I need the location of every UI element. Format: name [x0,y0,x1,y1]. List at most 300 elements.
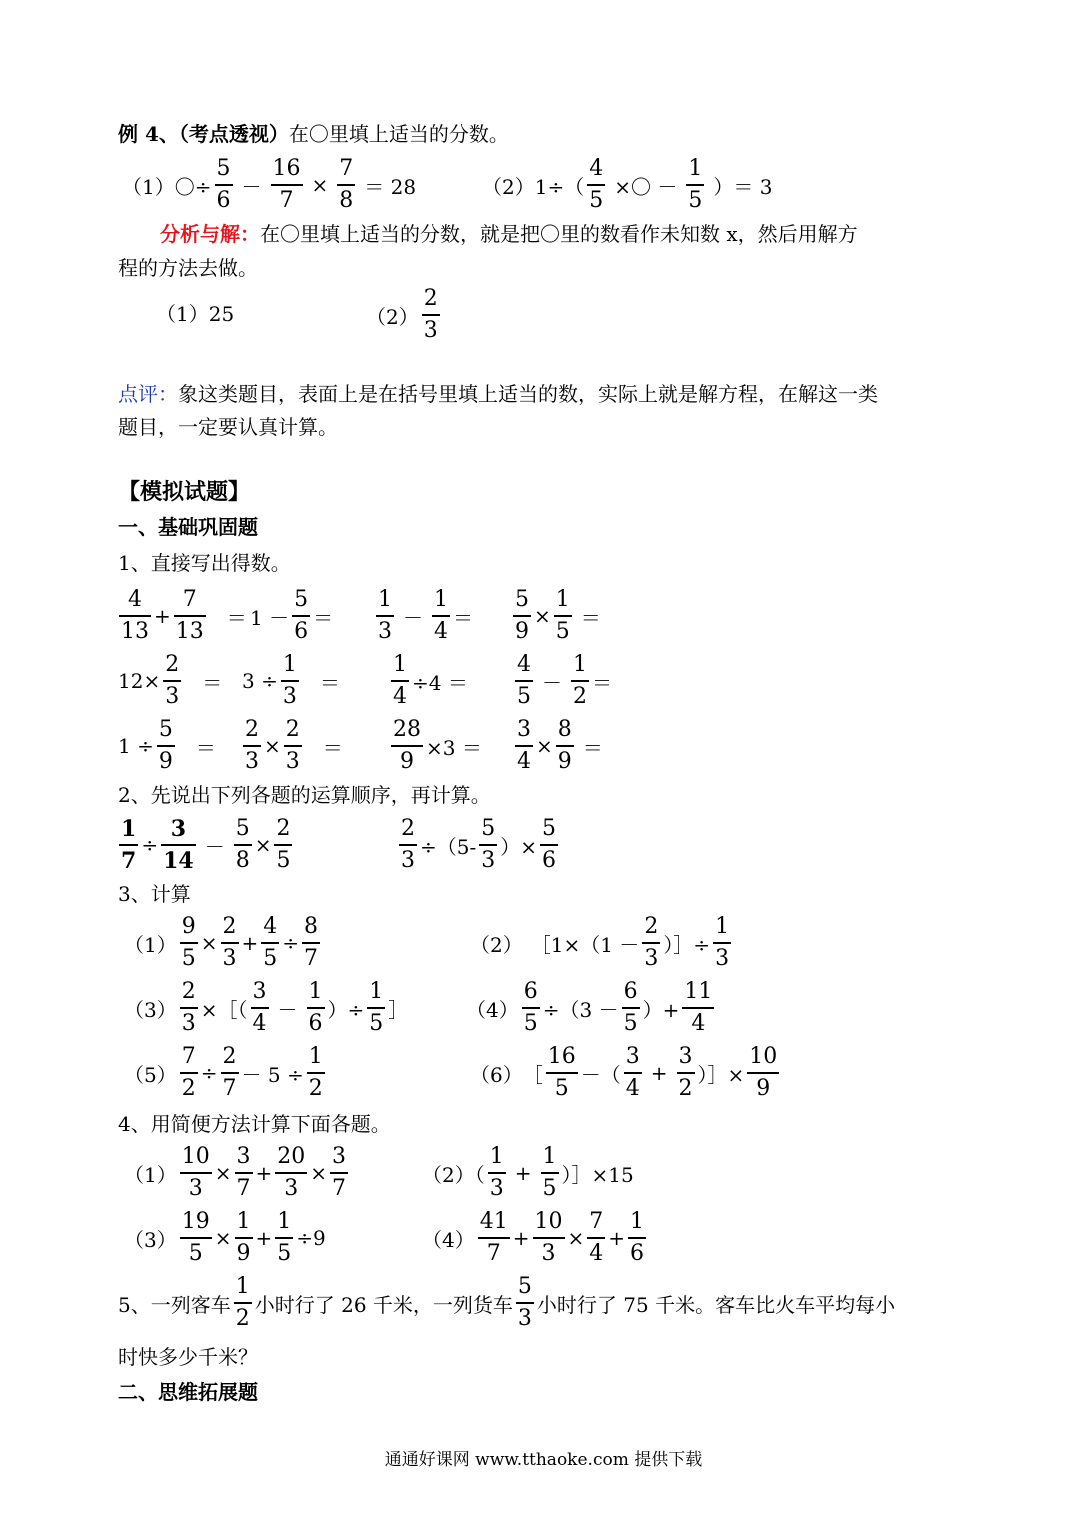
q1-row3-a [118,711,222,781]
operator: × [310,1161,328,1185]
operator: × [254,833,272,857]
operator: ［1×（1 － [530,932,640,957]
operator: ）］÷ [663,932,711,957]
fraction [546,1042,578,1104]
operator: ）］×15 [561,1162,634,1187]
fraction [174,585,206,647]
fraction [513,585,531,647]
operator: ）］× [697,1062,745,1087]
denominator: 13 [121,619,149,644]
example-4-heading [118,120,509,148]
fraction [163,650,181,712]
numerator: 4 [517,652,531,677]
denominator: 7 [279,188,294,213]
denominator: 9 [515,619,529,644]
operator: ÷ [282,931,300,955]
denominator: 5 [369,1011,384,1036]
denominator: 4 [589,1241,604,1266]
fraction [180,912,198,974]
equals: ＝ [322,735,343,760]
denominator: 5 [188,1241,203,1266]
fraction [307,1042,325,1104]
fraction [628,1207,646,1269]
fraction [622,977,640,1039]
numerator: 3 [625,1044,640,1069]
numerator: 2 [276,816,291,841]
operator: + [514,1161,532,1185]
denominator: 5 [554,1076,569,1101]
numerator: 41 [479,1209,508,1234]
operator: + [241,931,259,955]
fraction [307,977,325,1039]
operator: × [311,173,329,197]
problem-label: （1） [124,932,177,957]
fraction [686,154,704,216]
q1-row2-c [388,646,468,716]
q3-item-5 [124,1038,328,1108]
fraction [432,585,450,647]
q1-row2-d [512,646,612,716]
denominator: 9 [557,749,572,774]
question-text: 5、一列客车 [118,1292,231,1317]
q1-row1-c [373,581,473,651]
numerator: 3 [252,979,267,1004]
fraction [554,585,572,647]
operator: ）+ [642,997,680,1022]
fraction [221,912,239,974]
numerator: 2 [181,979,196,1004]
fraction [376,585,394,647]
numerator: 8 [557,717,572,742]
fraction [180,1207,212,1269]
numerator: 2 [245,717,259,742]
denominator: 5 [181,946,196,971]
q3-item-1 [124,908,323,978]
denominator: 9 [400,749,414,774]
numerator: 5 [158,717,173,742]
operator: － [241,174,262,199]
fraction [515,650,533,712]
fraction [587,1207,605,1269]
section-2-heading: 二、思维拓展题 [118,1380,258,1404]
equals: ＝ [592,670,612,695]
numerator: 7 [589,1209,604,1234]
q1-row1-a [116,581,253,651]
fraction [488,1142,506,1204]
fraction [391,715,423,777]
numerator: 1 [121,816,137,842]
answer-2 [366,280,443,350]
q1-row3-d [512,711,609,781]
operator: － [542,670,562,695]
denominator: 3 [188,1176,203,1201]
fraction [157,715,175,777]
numerator: 10 [181,1144,210,1169]
denominator: 4 [393,684,407,709]
denominator: 9 [756,1076,771,1101]
numerator: 5 [517,1274,532,1299]
problem-label: （3） [124,997,177,1022]
denominator: 5 [523,1011,538,1036]
q2-expression-a [116,810,295,880]
q1-row1-b [250,581,333,651]
numerator: 2 [222,914,237,939]
fraction [479,814,497,876]
denominator: 4 [434,619,448,644]
numerator: 2 [165,652,180,677]
operator: ÷ [141,833,159,857]
operator: ］ [388,997,409,1022]
operator: + [512,1226,530,1250]
fraction [337,154,355,216]
operator: ÷ [200,1061,218,1085]
denominator: 3 [489,1176,504,1201]
denominator: 2 [678,1076,693,1101]
problem-label: （4） [466,997,519,1022]
operator: ）÷ [327,997,365,1022]
q1-row3-b [240,711,349,781]
numerator: 7 [182,587,197,612]
fraction [516,1272,534,1334]
comment-heading: 点评： [118,382,178,406]
denominator: 3 [181,1011,196,1036]
fraction [713,912,731,974]
q3-item-2 [470,908,734,978]
denominator: 7 [222,1076,237,1101]
denominator: 3 [517,1306,532,1331]
numerator: 6 [623,979,638,1004]
equals: ＝ [582,735,603,760]
operator: 12× [118,669,161,693]
fraction [522,977,540,1039]
problem-label: （2） [470,932,523,957]
fraction [478,1207,510,1269]
denominator: 4 [252,1011,267,1036]
operator: + [154,604,171,628]
numerator: 5 [294,587,309,612]
denominator: 6 [630,1241,645,1266]
operator: － [204,834,225,859]
fraction [587,154,605,216]
comment-text: 象这类题目，表面上是在括号里填上适当的数，实际上就是解方程，在解这一类 [178,382,878,406]
numerator: 2 [423,286,438,311]
question-text: 小时行了 26 千米，一列货车 [254,1292,513,1317]
denominator: 5 [276,848,291,873]
numerator: 16 [547,1044,576,1069]
analysis-heading: 分析与解： [160,222,260,246]
denominator: 7 [121,848,137,874]
denominator: 6 [308,1011,323,1036]
denominator: 7 [332,1176,347,1201]
operator: 〇÷ [174,174,212,199]
numerator: 3 [236,1144,251,1169]
fraction [251,977,269,1039]
numerator: 5 [235,816,250,841]
denominator: 4 [517,749,531,774]
fraction [422,284,440,346]
denominator: 5 [263,946,278,971]
operator: ×［（ [200,997,248,1022]
denominator: 3 [222,946,237,971]
denominator: 2 [573,684,587,709]
fraction [221,1042,239,1104]
fraction [677,1042,695,1104]
numerator: 3 [332,1144,347,1169]
fraction [556,715,574,777]
question-5-line-2: 时快多少千米？ [118,1345,258,1369]
operator: ）＝ 3 [713,174,773,199]
denominator: 5 [688,188,703,213]
numerator: 2 [644,914,659,939]
question-5-line-1 [118,1268,895,1338]
operator: 1 ÷ [118,734,154,758]
comment-line-1 [118,380,878,408]
equals: ＝ [580,605,601,630]
analysis-line-2: 程的方法去做。 [118,256,258,280]
operator: × [200,931,218,955]
numerator: 1 [542,1144,557,1169]
operator: 1 － [250,605,290,630]
numerator: 1 [630,1209,645,1234]
q4-item-4 [422,1203,649,1273]
denominator: 6 [294,619,309,644]
operator: × [214,1226,232,1250]
denominator: 3 [481,848,496,873]
fraction [180,977,198,1039]
numerator: 2 [401,816,415,841]
analysis-line-1 [160,220,858,248]
problem-label: （3） [124,1227,177,1252]
analysis-text: 在〇里填上适当的分数，就是把〇里的数看作未知数 x，然后用解方 [260,222,858,246]
operator: － [403,605,423,630]
denominator: 3 [282,684,297,709]
denominator: 3 [285,749,300,774]
numerator: 19 [181,1209,210,1234]
operator: －（ [580,1062,621,1087]
operator: × [214,1161,232,1185]
operator: + [255,1226,273,1250]
q1-row2-a [118,646,228,716]
fraction [642,912,660,974]
equals: ＝ [195,735,216,760]
numerator: 5 [481,816,496,841]
numerator: 3 [517,717,531,742]
operator: ÷4 ＝ [412,670,468,695]
fraction [281,650,299,712]
fraction [292,585,310,647]
problem-label: （2）（ [422,1162,485,1187]
operator: × [264,734,281,758]
fraction [624,1042,642,1104]
numerator: 5 [515,587,529,612]
numerator: 20 [277,1144,306,1169]
numerator: 1 [715,914,730,939]
operator: ×3 ＝ [426,735,482,760]
operator: ÷（5- [420,834,477,859]
question-4: 4、用简便方法计算下面各题。 [118,1112,391,1136]
fraction [302,912,320,974]
operator: × [567,1226,585,1250]
denominator: 3 [165,684,180,709]
operator: ÷（3 － [542,997,619,1022]
fraction [391,650,409,712]
numerator: 1 [555,587,570,612]
fraction [284,715,302,777]
denominator: 3 [715,946,730,971]
numerator: 5 [216,156,231,181]
numerator: 10 [534,1209,563,1234]
equals: ＝ [202,670,223,695]
example-4-problem-2 [482,150,778,220]
denominator: 3 [644,946,659,971]
denominator: 4 [625,1076,640,1101]
numerator: 1 [688,156,703,181]
denominator: 4 [691,1011,706,1036]
answer-1: （1）25 [156,302,235,326]
operator: － [277,997,298,1022]
numerator: 3 [170,816,187,842]
fraction [243,715,261,777]
fraction [515,715,533,777]
denominator: 14 [163,848,194,874]
numerator: 1 [489,1144,504,1169]
problem-label: （2） [482,174,535,199]
fraction [367,977,385,1039]
numerator: 4 [128,587,142,612]
numerator: 2 [285,717,300,742]
equals: ＝ [319,670,340,695]
fraction [682,977,714,1039]
fraction [541,1142,559,1204]
operator: ）× [500,834,538,859]
denominator: 5 [517,684,531,709]
fraction [533,1207,565,1269]
q2-expression-b [396,810,561,880]
denominator: 8 [235,848,250,873]
operator: + [608,1226,626,1250]
numerator: 1 [573,652,587,677]
denominator: 3 [245,749,259,774]
numerator: 6 [523,979,538,1004]
q4-item-1 [124,1138,351,1208]
denominator: 2 [308,1076,323,1101]
fraction [119,585,151,647]
example-4-title: 例 4、（考点透视） [118,122,289,146]
numerator: 1 [369,979,384,1004]
numerator: 8 [304,914,319,939]
q3-item-3 [124,973,408,1043]
numerator: 16 [272,156,301,181]
fraction [215,154,233,216]
denominator: 6 [542,848,557,873]
numerator: 5 [542,816,557,841]
equals: ＝ [453,605,473,630]
numerator: 9 [181,914,196,939]
operator: 1÷（ [534,174,585,199]
numerator: 7 [339,156,354,181]
fraction [540,814,558,876]
operator: ×〇 － [614,174,678,199]
numerator: 1 [378,587,392,612]
fraction [261,912,279,974]
numerator: 1 [308,979,323,1004]
example-4-problem-1 [122,150,422,220]
denominator: 3 [541,1241,556,1266]
fraction [275,1207,293,1269]
question-1: 1、直接写出得数。 [118,551,291,575]
numerator: 1 [434,587,448,612]
comment-line-2: 题目，一定要认真计算。 [118,415,338,439]
q3-item-6 [470,1038,782,1108]
problem-label: （1） [122,174,175,199]
numerator: 1 [236,1209,251,1234]
fraction [235,1207,253,1269]
fraction [275,1142,307,1204]
denominator: 5 [542,1176,557,1201]
denominator: 2 [181,1076,196,1101]
denominator: 5 [589,188,604,213]
q1-row1-d [510,581,607,651]
numerator: 11 [684,979,713,1004]
denominator: 5 [277,1241,292,1266]
operator: ［ [522,1062,543,1087]
denominator: 13 [175,619,204,644]
operator: － 5 ÷ [241,1062,304,1087]
example-4-prompt: 在〇里填上适当的分数。 [288,122,509,146]
q4-item-3 [124,1203,326,1273]
problem-label: （1） [124,1162,177,1187]
mock-test-title: 【模拟试题】 [118,479,251,505]
denominator: 2 [235,1306,250,1331]
denominator: 3 [401,848,415,873]
numerator: 7 [181,1044,196,1069]
numerator: 1 [282,652,297,677]
numerator: 4 [589,156,604,181]
fraction [274,814,292,876]
problem-label: （6） [470,1062,523,1087]
question-text: 小时行了 75 千米。客车比火车平均每小 [536,1292,896,1317]
operator: + [255,1161,273,1185]
operator: ＝ 28 [364,174,417,199]
denominator: 7 [304,946,319,971]
fraction [180,1142,212,1204]
numerator: 1 [393,652,407,677]
q3-item-4 [466,973,717,1043]
question-2: 2、先说出下列各题的运算顺序，再计算。 [118,783,491,807]
fraction [399,814,417,876]
equals: ＝ [226,605,247,630]
operator: + [650,1061,668,1085]
numerator: 1 [308,1044,323,1069]
denominator: 5 [623,1011,638,1036]
q1-row3-c [388,711,482,781]
problem-label: （4） [422,1227,475,1252]
fraction [161,814,196,876]
fraction [234,814,252,876]
fraction [571,650,589,712]
denominator: 6 [216,188,231,213]
denominator: 3 [378,619,392,644]
operator: ÷9 [296,1226,326,1250]
page-footer: 通通好课网 www.tthaoke.com 提供下载 [384,1450,703,1470]
denominator: 9 [236,1241,251,1266]
denominator: 3 [284,1176,299,1201]
fraction [271,154,303,216]
denominator: 7 [236,1176,251,1201]
operator: × [534,604,551,628]
numerator: 28 [393,717,421,742]
denominator: 9 [158,749,173,774]
